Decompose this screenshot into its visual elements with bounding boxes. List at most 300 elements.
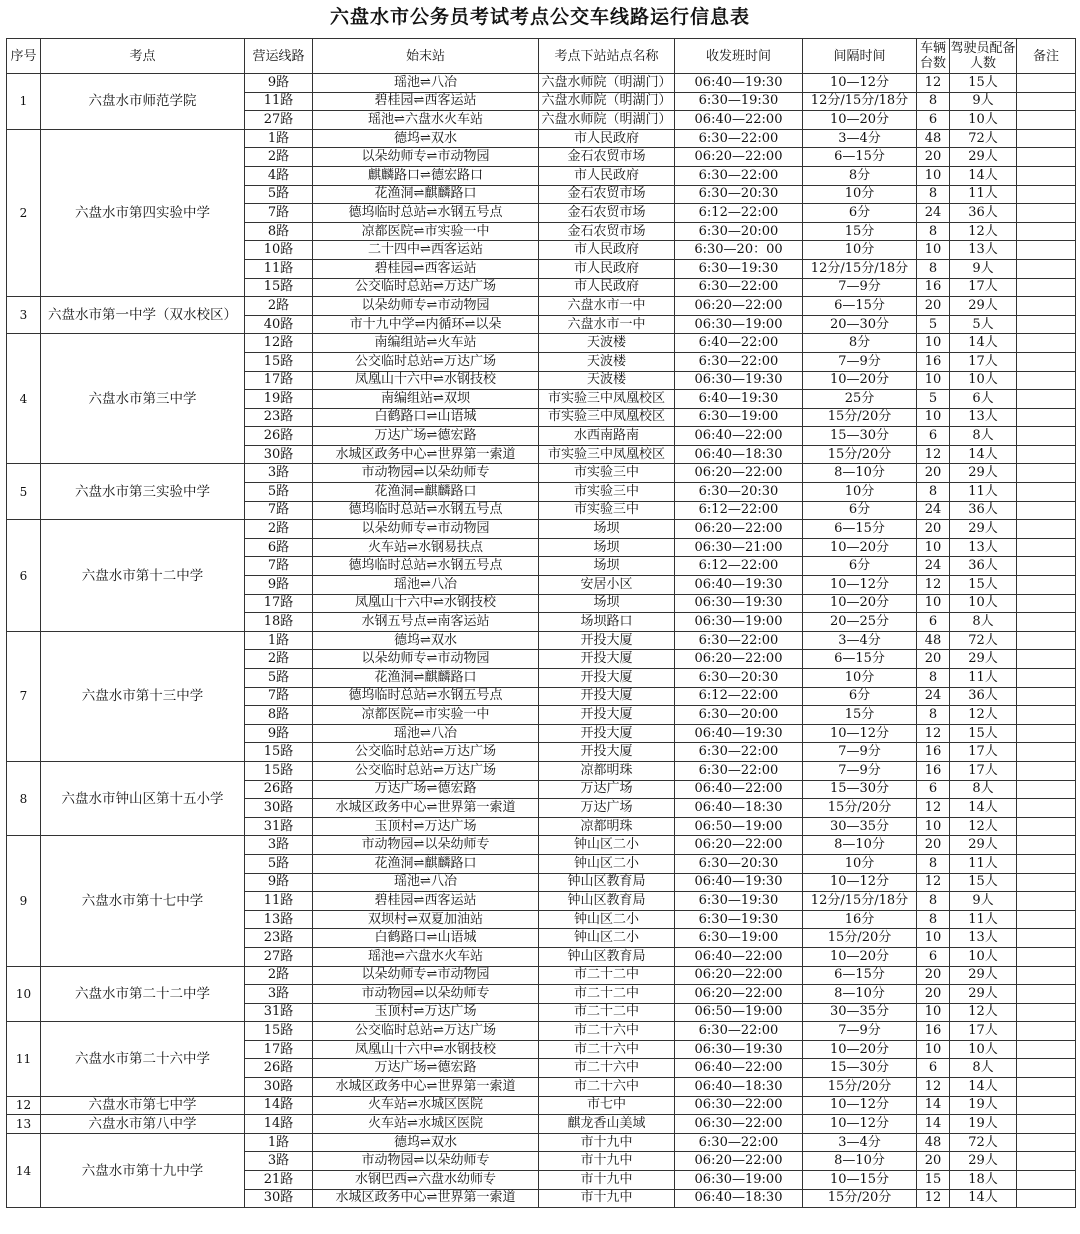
- route-cell: 11路: [245, 892, 313, 911]
- terminals-cell: 花渔洞⇌麒麟路口: [313, 669, 539, 688]
- seq-cell: 6: [7, 520, 41, 632]
- stop-cell: 市实验三中: [539, 464, 675, 483]
- route-cell: 5路: [245, 854, 313, 873]
- route-cell: 2路: [245, 297, 313, 316]
- stop-cell: 凉都明珠: [539, 817, 675, 836]
- stop-cell: 六盘水师院（明湖门）: [539, 74, 675, 93]
- stop-cell: 六盘水师院（明湖门）: [539, 92, 675, 111]
- interval-cell: 8—10分: [803, 836, 917, 855]
- interval-cell: 15分/20分: [803, 799, 917, 818]
- drivers-cell: 13人: [950, 929, 1017, 948]
- notes-cell: [1017, 1022, 1076, 1041]
- terminals-cell: 瑶池⇌八冶: [313, 873, 539, 892]
- drivers-cell: 15人: [950, 576, 1017, 595]
- terminals-cell: 瑶池⇌六盘水火车站: [313, 111, 539, 130]
- vehicles-cell: 6: [917, 613, 950, 632]
- drivers-cell: 17人: [950, 761, 1017, 780]
- terminals-cell: 花渔洞⇌麒麟路口: [313, 483, 539, 502]
- exam-site-cell: 六盘水市第一中学（双水校区）: [41, 297, 245, 334]
- drivers-cell: 11人: [950, 910, 1017, 929]
- table-row: [7, 334, 1076, 353]
- vehicles-cell: 48: [917, 129, 950, 148]
- interval-cell: 8—10分: [803, 1152, 917, 1171]
- terminals-cell: 以朵幼师专⇌市动物园: [313, 966, 539, 985]
- route-cell: 5路: [245, 669, 313, 688]
- vehicles-cell: 8: [917, 259, 950, 278]
- table-row: [7, 1115, 1076, 1134]
- drivers-cell: 36人: [950, 501, 1017, 520]
- table-row: [7, 297, 1076, 316]
- terminals-cell: 凉都医院⇌市实验一中: [313, 706, 539, 725]
- vehicles-cell: 8: [917, 892, 950, 911]
- vehicles-cell: 20: [917, 650, 950, 669]
- vehicles-cell: 24: [917, 204, 950, 223]
- interval-cell: 10—20分: [803, 1040, 917, 1059]
- table-body: [7, 74, 1076, 1208]
- hours-cell: 06:30—19:00: [675, 315, 803, 334]
- drivers-cell: 17人: [950, 278, 1017, 297]
- table-row: [7, 1133, 1076, 1152]
- route-cell: 3路: [245, 1152, 313, 1171]
- route-cell: 27路: [245, 111, 313, 130]
- hours-cell: 06:20—22:00: [675, 985, 803, 1004]
- stop-cell: 市二十六中: [539, 1078, 675, 1097]
- hours-cell: 6:30—19:30: [675, 910, 803, 929]
- vehicles-cell: 10: [917, 408, 950, 427]
- route-cell: 12路: [245, 334, 313, 353]
- route-cell: 18路: [245, 613, 313, 632]
- stop-cell: 钟山区教育局: [539, 892, 675, 911]
- vehicles-cell: 6: [917, 1059, 950, 1078]
- notes-cell: [1017, 687, 1076, 706]
- stop-cell: 场坝: [539, 520, 675, 539]
- notes-cell: [1017, 538, 1076, 557]
- drivers-cell: 29人: [950, 1152, 1017, 1171]
- hours-cell: 6:30—22:00: [675, 352, 803, 371]
- notes-cell: [1017, 743, 1076, 762]
- notes-cell: [1017, 966, 1076, 985]
- stop-cell: 市人民政府: [539, 129, 675, 148]
- stop-cell: 开投大厦: [539, 631, 675, 650]
- drivers-cell: 12人: [950, 706, 1017, 725]
- stop-cell: 麒龙香山美域: [539, 1115, 675, 1134]
- hours-cell: 6:30—20:30: [675, 854, 803, 873]
- stop-cell: 钟山区教育局: [539, 873, 675, 892]
- terminals-cell: 火车站⇌水城区医院: [313, 1096, 539, 1115]
- route-cell: 7路: [245, 204, 313, 223]
- terminals-cell: 瑶池⇌八冶: [313, 576, 539, 595]
- stop-cell: 六盘水市一中: [539, 315, 675, 334]
- header-interval: 间隔时间: [803, 39, 917, 74]
- notes-cell: [1017, 576, 1076, 595]
- hours-cell: 6:12—22:00: [675, 557, 803, 576]
- notes-cell: [1017, 166, 1076, 185]
- route-cell: 26路: [245, 427, 313, 446]
- stop-cell: 六盘水市一中: [539, 297, 675, 316]
- vehicles-cell: 20: [917, 836, 950, 855]
- vehicles-cell: 5: [917, 390, 950, 409]
- notes-cell: [1017, 445, 1076, 464]
- drivers-cell: 6人: [950, 390, 1017, 409]
- drivers-cell: 36人: [950, 557, 1017, 576]
- stop-cell: 市十九中: [539, 1171, 675, 1190]
- vehicles-cell: 6: [917, 947, 950, 966]
- terminals-cell: 水钢巴西⇌六盘水幼师专: [313, 1171, 539, 1190]
- stop-cell: 开投大厦: [539, 650, 675, 669]
- notes-cell: [1017, 873, 1076, 892]
- hours-cell: 6:30—20:30: [675, 483, 803, 502]
- drivers-cell: 14人: [950, 445, 1017, 464]
- notes-cell: [1017, 222, 1076, 241]
- vehicles-cell: 15: [917, 1171, 950, 1190]
- exam-site-cell: 六盘水市第二十二中学: [41, 966, 245, 1022]
- terminals-cell: 麒麟路口⇌德宏路口: [313, 166, 539, 185]
- notes-cell: [1017, 854, 1076, 873]
- hours-cell: 6:30—22:00: [675, 278, 803, 297]
- terminals-cell: 以朵幼师专⇌市动物园: [313, 148, 539, 167]
- terminals-cell: 公交临时总站⇌万达广场: [313, 1022, 539, 1041]
- route-cell: 10路: [245, 241, 313, 260]
- drivers-cell: 15人: [950, 724, 1017, 743]
- interval-cell: 6—15分: [803, 966, 917, 985]
- stop-cell: 市二十二中: [539, 1003, 675, 1022]
- route-cell: 30路: [245, 799, 313, 818]
- terminals-cell: 市动物园⇌以朵幼师专: [313, 985, 539, 1004]
- route-cell: 14路: [245, 1115, 313, 1134]
- stop-cell: 金石农贸市场: [539, 204, 675, 223]
- vehicles-cell: 20: [917, 464, 950, 483]
- hours-cell: 06:40—22:00: [675, 1059, 803, 1078]
- route-cell: 11路: [245, 259, 313, 278]
- interval-cell: 20—25分: [803, 613, 917, 632]
- route-cell: 1路: [245, 631, 313, 650]
- notes-cell: [1017, 129, 1076, 148]
- stop-cell: 钟山区教育局: [539, 947, 675, 966]
- hours-cell: 6:30—19:30: [675, 259, 803, 278]
- route-cell: 23路: [245, 929, 313, 948]
- hours-cell: 06:30—19:00: [675, 613, 803, 632]
- route-cell: 2路: [245, 650, 313, 669]
- stop-cell: 开投大厦: [539, 669, 675, 688]
- notes-cell: [1017, 1096, 1076, 1115]
- terminals-cell: 南编组站⇌火车站: [313, 334, 539, 353]
- terminals-cell: 公交临时总站⇌万达广场: [313, 743, 539, 762]
- route-cell: 3路: [245, 836, 313, 855]
- interval-cell: 7—9分: [803, 1022, 917, 1041]
- vehicles-cell: 8: [917, 185, 950, 204]
- notes-cell: [1017, 985, 1076, 1004]
- drivers-cell: 11人: [950, 185, 1017, 204]
- interval-cell: 30—35分: [803, 1003, 917, 1022]
- route-cell: 9路: [245, 873, 313, 892]
- hours-cell: 6:30—20:00: [675, 222, 803, 241]
- terminals-cell: 水城区政务中心⇌世界第一索道: [313, 445, 539, 464]
- hours-cell: 06:40—18:30: [675, 799, 803, 818]
- route-cell: 8路: [245, 222, 313, 241]
- hours-cell: 6:40—22:00: [675, 334, 803, 353]
- vehicles-cell: 20: [917, 148, 950, 167]
- route-cell: 1路: [245, 129, 313, 148]
- interval-cell: 10分: [803, 669, 917, 688]
- interval-cell: 16分: [803, 910, 917, 929]
- drivers-cell: 11人: [950, 854, 1017, 873]
- route-cell: 40路: [245, 315, 313, 334]
- drivers-cell: 5人: [950, 315, 1017, 334]
- hours-cell: 06:40—22:00: [675, 427, 803, 446]
- vehicles-cell: 20: [917, 985, 950, 1004]
- drivers-cell: 13人: [950, 538, 1017, 557]
- drivers-cell: 10人: [950, 1040, 1017, 1059]
- terminals-cell: 市动物园⇌以朵幼师专: [313, 1152, 539, 1171]
- hours-cell: 6:30—22:00: [675, 166, 803, 185]
- notes-cell: [1017, 371, 1076, 390]
- terminals-cell: 凉都医院⇌市实验一中: [313, 222, 539, 241]
- stop-cell: 金石农贸市场: [539, 148, 675, 167]
- interval-cell: 10—12分: [803, 74, 917, 93]
- terminals-cell: 公交临时总站⇌万达广场: [313, 278, 539, 297]
- notes-cell: [1017, 427, 1076, 446]
- notes-cell: [1017, 557, 1076, 576]
- notes-cell: [1017, 631, 1076, 650]
- drivers-cell: 8人: [950, 780, 1017, 799]
- interval-cell: 7—9分: [803, 352, 917, 371]
- interval-cell: 10—20分: [803, 371, 917, 390]
- interval-cell: 12分/15分/18分: [803, 259, 917, 278]
- drivers-cell: 9人: [950, 92, 1017, 111]
- notes-cell: [1017, 111, 1076, 130]
- terminals-cell: 德坞临时总站⇌水钢五号点: [313, 557, 539, 576]
- stop-cell: 钟山区二小: [539, 929, 675, 948]
- hours-cell: 6:30—19:30: [675, 892, 803, 911]
- stop-cell: 开投大厦: [539, 687, 675, 706]
- drivers-cell: 13人: [950, 408, 1017, 427]
- seq-cell: 4: [7, 334, 41, 464]
- notes-cell: [1017, 390, 1076, 409]
- vehicles-cell: 8: [917, 92, 950, 111]
- exam-site-cell: 六盘水市第四实验中学: [41, 129, 245, 296]
- route-cell: 26路: [245, 1059, 313, 1078]
- seq-cell: 2: [7, 129, 41, 296]
- drivers-cell: 11人: [950, 483, 1017, 502]
- route-cell: 23路: [245, 408, 313, 427]
- interval-cell: 20—30分: [803, 315, 917, 334]
- interval-cell: 12分/15分/18分: [803, 92, 917, 111]
- route-cell: 15路: [245, 278, 313, 297]
- route-cell: 17路: [245, 1040, 313, 1059]
- exam-site-cell: 六盘水市第十二中学: [41, 520, 245, 632]
- notes-cell: [1017, 204, 1076, 223]
- interval-cell: 6—15分: [803, 650, 917, 669]
- vehicles-cell: 10: [917, 166, 950, 185]
- interval-cell: 15分: [803, 222, 917, 241]
- vehicles-cell: 12: [917, 1078, 950, 1097]
- interval-cell: 10—20分: [803, 594, 917, 613]
- notes-cell: [1017, 259, 1076, 278]
- vehicles-cell: 24: [917, 557, 950, 576]
- notes-cell: [1017, 1115, 1076, 1134]
- terminals-cell: 水钢五号点⇌南客运站: [313, 613, 539, 632]
- notes-cell: [1017, 594, 1076, 613]
- exam-site-cell: 六盘水市第十三中学: [41, 631, 245, 761]
- stop-cell: 市二十六中: [539, 1040, 675, 1059]
- stop-cell: 市实验三中凤凰校区: [539, 390, 675, 409]
- interval-cell: 15分/20分: [803, 1078, 917, 1097]
- terminals-cell: 碧桂园⇌西客运站: [313, 259, 539, 278]
- route-cell: 15路: [245, 1022, 313, 1041]
- route-cell: 1路: [245, 1133, 313, 1152]
- interval-cell: 15分/20分: [803, 445, 917, 464]
- vehicles-cell: 12: [917, 576, 950, 595]
- notes-cell: [1017, 706, 1076, 725]
- vehicles-cell: 6: [917, 427, 950, 446]
- terminals-cell: 德坞⇌双水: [313, 1133, 539, 1152]
- hours-cell: 06:50—19:00: [675, 817, 803, 836]
- vehicles-cell: 20: [917, 520, 950, 539]
- interval-cell: 8分: [803, 166, 917, 185]
- vehicles-cell: 20: [917, 966, 950, 985]
- drivers-cell: 17人: [950, 743, 1017, 762]
- hours-cell: 06:20—22:00: [675, 464, 803, 483]
- terminals-cell: 南编组站⇌双坝: [313, 390, 539, 409]
- terminals-cell: 凤凰山十六中⇌水钢技校: [313, 594, 539, 613]
- drivers-cell: 9人: [950, 892, 1017, 911]
- seq-cell: 14: [7, 1133, 41, 1207]
- terminals-cell: 花渔洞⇌麒麟路口: [313, 185, 539, 204]
- interval-cell: 10—20分: [803, 111, 917, 130]
- notes-cell: [1017, 278, 1076, 297]
- stop-cell: 市实验三中凤凰校区: [539, 445, 675, 464]
- vehicles-cell: 12: [917, 1189, 950, 1208]
- hours-cell: 06:30—19:00: [675, 1171, 803, 1190]
- vehicles-cell: 12: [917, 799, 950, 818]
- hours-cell: 6:30—22:00: [675, 129, 803, 148]
- exam-site-cell: 六盘水市第十九中学: [41, 1133, 245, 1207]
- stop-cell: 万达广场: [539, 780, 675, 799]
- route-cell: 21路: [245, 1171, 313, 1190]
- route-cell: 7路: [245, 557, 313, 576]
- table-row: [7, 129, 1076, 148]
- seq-cell: 11: [7, 1022, 41, 1096]
- interval-cell: 8—10分: [803, 985, 917, 1004]
- stop-cell: 钟山区二小: [539, 836, 675, 855]
- route-cell: 15路: [245, 761, 313, 780]
- notes-cell: [1017, 92, 1076, 111]
- stop-cell: 钟山区二小: [539, 910, 675, 929]
- route-cell: 5路: [245, 483, 313, 502]
- terminals-cell: 火车站⇌水城区医院: [313, 1115, 539, 1134]
- drivers-cell: 15人: [950, 873, 1017, 892]
- hours-cell: 06:30—22:00: [675, 1096, 803, 1115]
- terminals-cell: 瑶池⇌八冶: [313, 74, 539, 93]
- drivers-cell: 18人: [950, 1171, 1017, 1190]
- hours-cell: 06:30—19:30: [675, 1040, 803, 1059]
- vehicles-cell: 14: [917, 1096, 950, 1115]
- drivers-cell: 11人: [950, 669, 1017, 688]
- drivers-cell: 14人: [950, 799, 1017, 818]
- stop-cell: 场坝: [539, 594, 675, 613]
- vehicles-cell: 16: [917, 352, 950, 371]
- exam-site-cell: 六盘水市第三中学: [41, 334, 245, 464]
- stop-cell: 场坝: [539, 538, 675, 557]
- header-site: 考点: [41, 39, 245, 74]
- route-cell: 31路: [245, 817, 313, 836]
- drivers-cell: 8人: [950, 427, 1017, 446]
- terminals-cell: 白鹤路口⇌山语城: [313, 929, 539, 948]
- notes-cell: [1017, 613, 1076, 632]
- hours-cell: 06:40—18:30: [675, 445, 803, 464]
- interval-cell: 15分/20分: [803, 929, 917, 948]
- terminals-cell: 以朵幼师专⇌市动物园: [313, 650, 539, 669]
- vehicles-cell: 48: [917, 631, 950, 650]
- notes-cell: [1017, 315, 1076, 334]
- terminals-cell: 德坞⇌双水: [313, 631, 539, 650]
- hours-cell: 06:20—22:00: [675, 520, 803, 539]
- header-stop: 考点下站站点名称: [539, 39, 675, 74]
- stop-cell: 水西南路南: [539, 427, 675, 446]
- terminals-cell: 市十九中学⇌内循环⇌以朵: [313, 315, 539, 334]
- drivers-cell: 29人: [950, 966, 1017, 985]
- notes-cell: [1017, 1152, 1076, 1171]
- vehicles-cell: 5: [917, 315, 950, 334]
- vehicles-cell: 16: [917, 761, 950, 780]
- notes-cell: [1017, 464, 1076, 483]
- terminals-cell: 玉顶村⇌万达广场: [313, 1003, 539, 1022]
- terminals-cell: 玉顶村⇌万达广场: [313, 817, 539, 836]
- notes-cell: [1017, 947, 1076, 966]
- interval-cell: 3—4分: [803, 129, 917, 148]
- drivers-cell: 29人: [950, 297, 1017, 316]
- vehicles-cell: 10: [917, 371, 950, 390]
- notes-cell: [1017, 185, 1076, 204]
- vehicles-cell: 24: [917, 687, 950, 706]
- interval-cell: 30—35分: [803, 817, 917, 836]
- route-cell: 4路: [245, 166, 313, 185]
- exam-site-cell: 六盘水市第三实验中学: [41, 464, 245, 520]
- vehicles-cell: 10: [917, 241, 950, 260]
- route-cell: 8路: [245, 706, 313, 725]
- seq-cell: 10: [7, 966, 41, 1022]
- interval-cell: 10分: [803, 241, 917, 260]
- vehicles-cell: 16: [917, 1022, 950, 1041]
- terminals-cell: 碧桂园⇌西客运站: [313, 92, 539, 111]
- hours-cell: 06:20—22:00: [675, 1152, 803, 1171]
- vehicles-cell: 6: [917, 111, 950, 130]
- stop-cell: 市实验三中凤凰校区: [539, 408, 675, 427]
- drivers-cell: 10人: [950, 371, 1017, 390]
- notes-cell: [1017, 1059, 1076, 1078]
- route-cell: 14路: [245, 1096, 313, 1115]
- terminals-cell: 水城区政务中心⇌世界第一索道: [313, 1078, 539, 1097]
- drivers-cell: 12人: [950, 817, 1017, 836]
- drivers-cell: 72人: [950, 129, 1017, 148]
- seq-cell: 8: [7, 761, 41, 835]
- exam-site-cell: 六盘水市第七中学: [41, 1096, 245, 1115]
- notes-cell: [1017, 1189, 1076, 1208]
- hours-cell: 6:30—20：00: [675, 241, 803, 260]
- vehicles-cell: 12: [917, 724, 950, 743]
- interval-cell: 10分: [803, 185, 917, 204]
- terminals-cell: 公交临时总站⇌万达广场: [313, 352, 539, 371]
- route-cell: 31路: [245, 1003, 313, 1022]
- table-row: [7, 1096, 1076, 1115]
- vehicles-cell: 16: [917, 278, 950, 297]
- notes-cell: [1017, 817, 1076, 836]
- exam-site-cell: 六盘水市钟山区第十五小学: [41, 761, 245, 835]
- terminals-cell: 瑶池⇌六盘水火车站: [313, 947, 539, 966]
- exam-site-cell: 六盘水市师范学院: [41, 74, 245, 130]
- drivers-cell: 29人: [950, 650, 1017, 669]
- interval-cell: 10—20分: [803, 538, 917, 557]
